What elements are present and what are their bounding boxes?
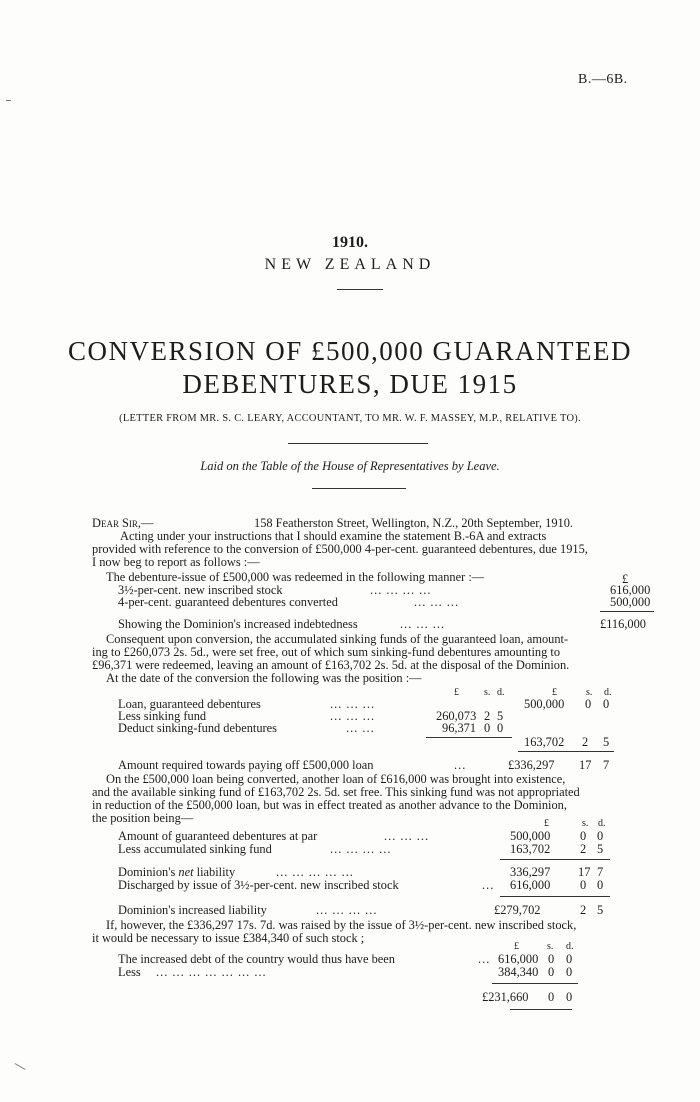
table3-row2-pence: 5 xyxy=(597,842,604,856)
table2-head-shillings-2: s. xyxy=(586,687,593,698)
para5-line1: If, however, the £336,297 17s. 7d. was raised by the issue of 3½-per-cent. new inscribed stock, xyxy=(106,918,577,932)
table4-rule-2 xyxy=(510,1009,572,1010)
table2-total-pence: 7 xyxy=(603,758,610,772)
table3-total-shillings: 2 xyxy=(580,903,587,917)
table1-row1-amount: 616,000 xyxy=(610,583,651,597)
table4-row1-pence: 0 xyxy=(566,952,573,966)
table2-row1-dots: ... ... ... xyxy=(330,697,376,711)
table4-row2-pounds: 384,340 xyxy=(498,965,539,979)
scan-mark-top xyxy=(6,100,11,101)
table3-row4-dots: ... xyxy=(482,878,495,892)
para3-line2: ing to £260,073 2s. 5d., were set free, out of which sum sinking-fund debentures amounting to xyxy=(92,645,561,659)
table2-row3-pounds: 96,371 xyxy=(442,721,477,735)
letter-address: 158 Featherston Street, Wellington, N.Z., 20th September, 1910. xyxy=(254,516,574,530)
laid-divider xyxy=(312,488,406,489)
table3-total-label: Dominion's increased liability xyxy=(118,903,267,917)
table4-row2-pence: 0 xyxy=(566,965,573,979)
table3-row1-dots: ... ... ... xyxy=(384,829,430,843)
table4-row1-dots: ... xyxy=(478,952,491,966)
table4-total-pounds: £231,660 xyxy=(482,990,529,1004)
para3-line1: Consequent upon conversion, the accumulated sinking funds of the guaranteed loan, amount- xyxy=(106,632,569,646)
table2-head-pence-1: d. xyxy=(497,687,505,698)
table2-row1-pence: 0 xyxy=(603,697,610,711)
subtitle: (LETTER FROM MR. S. C. LEARY, ACCOUNTANT, TO MR. W. F. MASSEY, M.P., RELATIVE TO). xyxy=(119,413,581,424)
para3-line3: £96,371 were redeemed, leaving an amount of £163,702 2s. 5d. at the disposal of the Dominion. xyxy=(92,658,570,672)
table3-row4-pence: 0 xyxy=(597,878,604,892)
table3-row2-label: Less accumulated sinking fund xyxy=(118,842,272,856)
table3-row2-shillings: 2 xyxy=(580,842,587,856)
table4-rule-1 xyxy=(492,983,578,984)
table3-row4-label: Discharged by issue of 3½-per-cent. new inscribed stock xyxy=(118,878,399,892)
table4-row1-pounds: 616,000 xyxy=(498,952,539,966)
para1-line1: Acting under your instructions that I should examine the statement B.-6A and extracts xyxy=(120,529,547,543)
para4-line2: and the available sinking fund of £163,702 2s. 5d. set free. This sinking fund was not appropriated xyxy=(92,785,580,799)
table2-row1-pounds: 500,000 xyxy=(524,697,565,711)
table2-total-shillings: 17 xyxy=(579,758,592,772)
table1-currency-head: £ xyxy=(622,572,629,586)
table4-row2-shillings: 0 xyxy=(548,965,555,979)
table3-row1-label: Amount of guaranteed debentures at par xyxy=(118,829,318,843)
para1-line3: I now beg to report as follows :— xyxy=(92,555,260,569)
table2-row2-dots: ... ... ... xyxy=(330,709,376,723)
document-reference: B.—6B. xyxy=(578,72,628,87)
table3-total-dots: ... ... ... ... xyxy=(316,903,378,917)
table3-row3-pence: 7 xyxy=(597,865,604,879)
year: 1910. xyxy=(332,234,368,251)
table1-sum-rule xyxy=(600,611,654,612)
table4-head-pounds: £ xyxy=(514,941,519,952)
table4-total-shillings: 0 xyxy=(548,990,555,1004)
table4-total-pence: 0 xyxy=(566,990,573,1004)
table2-row2-pence: 5 xyxy=(497,709,504,723)
table2-subtotal-pence: 5 xyxy=(603,735,610,749)
table2-head-pounds-2: £ xyxy=(552,687,557,698)
table2-subtotal-shillings: 2 xyxy=(582,735,589,749)
table4-head-shillings: s. xyxy=(547,941,554,952)
table4-head-pence: d. xyxy=(566,941,574,952)
table3-row3-label: Dominion's net liability xyxy=(118,865,236,879)
table3-row3-shillings: 17 xyxy=(578,865,591,879)
table2-row3-label: Deduct sinking-fund debentures xyxy=(118,721,277,735)
table3-row3-pounds: 336,297 xyxy=(510,865,551,879)
table2-row3-dots: ... ... xyxy=(346,721,375,735)
table4-row2-dots: ... ... ... ... ... ... ... xyxy=(156,965,267,979)
table3-row1-pence: 0 xyxy=(597,829,604,843)
table4-row1-shillings: 0 xyxy=(548,952,555,966)
table2-head-pounds-1: £ xyxy=(454,687,459,698)
table1-row2-dots: ... ... ... xyxy=(414,595,460,609)
para1-line2: provided with reference to the conversion of £500,000 4-per-cent. guaranteed debentures, due 1915, xyxy=(92,542,588,556)
table1-row1-dots: ... ... ... ... xyxy=(370,583,432,597)
table4-row1-label: The increased debt of the country would thus have been xyxy=(118,952,395,966)
table2-subtotal-pounds: 163,702 xyxy=(524,735,565,749)
title-line-2: DEBENTURES, DUE 1915 xyxy=(182,369,518,399)
table3-total-pence: 5 xyxy=(597,903,604,917)
para3-line4: At the date of the conversion the following was the position :— xyxy=(106,671,422,685)
table3-row2-dots: ... ... ... ... xyxy=(330,842,392,856)
table2-row3-pence: 0 xyxy=(497,721,504,735)
table2-row1-label: Loan, guaranteed debentures xyxy=(118,697,261,711)
table3-row1-shillings: 0 xyxy=(580,829,587,843)
table1-total-label: Showing the Dominion's increased indebtedness xyxy=(118,617,358,631)
table3-row4-shillings: 0 xyxy=(580,878,587,892)
title-line-1: CONVERSION OF £500,000 GUARANTEED xyxy=(67,336,632,366)
scan-mark-bottom xyxy=(15,1063,26,1070)
table3-row1-pounds: 500,000 xyxy=(510,829,551,843)
table2-total-pounds: £336,297 xyxy=(508,758,555,772)
table3-rule-2 xyxy=(500,896,610,897)
country-heading: NEW ZEALAND xyxy=(264,256,436,273)
table3-row3-dots: ... ... ... ... ... xyxy=(276,865,354,879)
table3-row4-pounds: 616,000 xyxy=(510,878,551,892)
table2-row2-pounds: 260,073 xyxy=(436,709,477,723)
table4-row2-label: Less xyxy=(118,965,141,979)
table2-row2-shillings: 2 xyxy=(484,709,491,723)
table2-total-label: Amount required towards paying off £500,000 loan xyxy=(118,758,374,772)
table2-column1-rule xyxy=(426,737,512,738)
table2-column2-rule xyxy=(518,751,614,752)
para2-intro: The debenture-issue of £500,000 was redeemed in the following manner :— xyxy=(106,570,485,584)
table1-row2-amount: 500,000 xyxy=(610,595,651,609)
para4-line3: in reduction of the £500,000 loan, but was in effect treated as another advance to the Dominion, xyxy=(92,798,567,812)
table1-total-dots: ... ... ... xyxy=(400,617,446,631)
table3-total-pounds: £279,702 xyxy=(494,903,541,917)
subtitle-divider xyxy=(288,443,428,444)
table3-head-pounds: £ xyxy=(544,818,549,829)
laid-on-table-note: Laid on the Table of the House of Representatives by Leave. xyxy=(200,459,500,473)
table1-row1-label: 3½-per-cent. new inscribed stock xyxy=(118,583,283,597)
table2-row3-shillings: 0 xyxy=(484,721,491,735)
table3-head-shillings: s. xyxy=(582,818,589,829)
table2-row2-label: Less sinking fund xyxy=(118,709,207,723)
title-divider xyxy=(337,289,383,290)
table1-row2-label: 4-per-cent. guaranteed debentures converted xyxy=(118,595,338,609)
table2-row1-shillings: 0 xyxy=(585,697,592,711)
table1-total-amount: £116,000 xyxy=(600,617,647,631)
table2-total-dots: ... xyxy=(454,758,467,772)
table3-rule-1 xyxy=(500,859,610,860)
para4-line4: the position being— xyxy=(92,811,194,825)
para4-line1: On the £500,000 loan being converted, another loan of £616,000 was brought into existence, xyxy=(106,772,566,786)
table2-head-shillings-1: s. xyxy=(484,687,491,698)
table3-row2-pounds: 163,702 xyxy=(510,842,551,856)
salutation: Dear Sir,— xyxy=(92,516,154,530)
table2-head-pence-2: d. xyxy=(604,687,612,698)
table3-head-pence: d. xyxy=(598,818,606,829)
para5-line2: it would be necessary to issue £384,340 of such stock ; xyxy=(92,931,365,945)
